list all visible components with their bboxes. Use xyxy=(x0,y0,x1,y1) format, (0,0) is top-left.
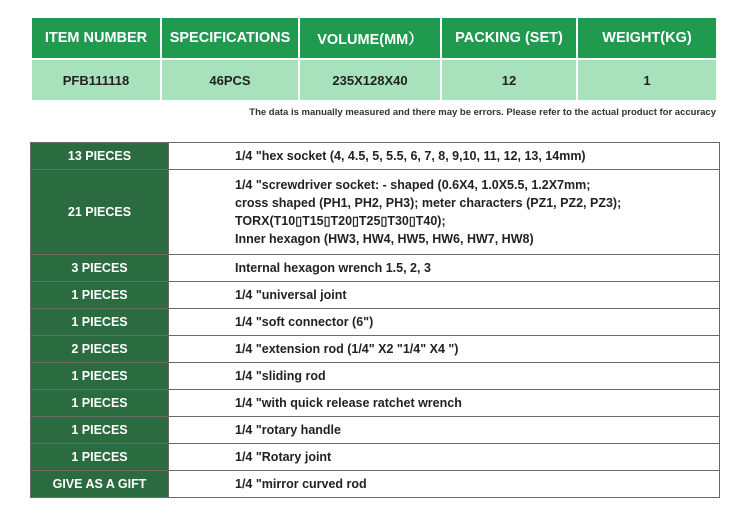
spec-table xyxy=(30,16,718,102)
description-cell xyxy=(169,309,720,336)
description-line: cross shaped (PH1, PH2, PH3); meter characters (PZ1, PZ2, PZ3); xyxy=(235,196,622,210)
header-specifications: SPECIFICATIONS xyxy=(162,18,298,58)
quantity-cell: GIVE AS A GIFT xyxy=(31,471,169,498)
description-cell xyxy=(169,336,720,363)
value-weight: 1 xyxy=(578,60,716,100)
quantity-cell: 1 PIECES xyxy=(31,417,169,444)
quantity-cell: 1 PIECES xyxy=(31,309,169,336)
quantity-cell: 2 PIECES xyxy=(31,336,169,363)
value-item-number: PFB111118 xyxy=(32,60,160,100)
header-packing: PACKING (SET) xyxy=(442,18,576,58)
description-line: Inner hexagon (HW3, HW4, HW5, HW6, HW7, HW8) xyxy=(235,232,534,246)
quantity-cell: 1 PIECES xyxy=(31,390,169,417)
description-line: 1/4 "mirror curved rod xyxy=(235,477,367,491)
header-weight: WEIGHT(KG) xyxy=(578,18,716,58)
contents-row xyxy=(31,390,720,417)
quantity-cell: 13 PIECES xyxy=(31,143,169,170)
contents-row xyxy=(31,336,720,363)
contents-body xyxy=(31,143,720,498)
header-volume: VOLUME(MM） xyxy=(300,18,440,58)
description-cell xyxy=(169,143,720,170)
description-line: Internal hexagon wrench 1.5, 2, 3 xyxy=(235,261,431,275)
quantity-cell: 1 PIECES xyxy=(31,363,169,390)
description-line: 1/4 "hex socket (4, 4.5, 5, 5.5, 6, 7, 8, 9,10, 11, 12, 13, 14mm) xyxy=(235,149,586,163)
quantity-cell: 21 PIECES xyxy=(31,170,169,255)
description-line: 1/4 "extension rod (1/4" X2 "1/4" X4 ") xyxy=(235,342,459,356)
value-specifications: 46PCS xyxy=(162,60,298,100)
value-volume: 235X128X40 xyxy=(300,60,440,100)
description-cell xyxy=(169,471,720,498)
description-cell xyxy=(169,390,720,417)
contents-row xyxy=(31,444,720,471)
spec-value-row xyxy=(32,60,716,100)
description-line: 1/4 "screwdriver socket: - shaped (0.6X4, 1.0X5.5, 1.2X7mm; xyxy=(235,178,591,192)
contents-table xyxy=(30,142,720,498)
description-line: 1/4 "soft connector (6") xyxy=(235,315,374,329)
contents-row xyxy=(31,363,720,390)
description-line: 1/4 "Rotary joint xyxy=(235,450,332,464)
description-line: 1/4 "sliding rod xyxy=(235,369,326,383)
quantity-cell: 1 PIECES xyxy=(31,282,169,309)
description-cell xyxy=(169,444,720,471)
contents-row xyxy=(31,170,720,255)
contents-row xyxy=(31,282,720,309)
contents-row xyxy=(31,143,720,170)
header-item-number: ITEM NUMBER xyxy=(32,18,160,58)
description-cell xyxy=(169,255,720,282)
contents-row xyxy=(31,255,720,282)
quantity-cell: 1 PIECES xyxy=(31,444,169,471)
spec-header-row xyxy=(32,18,716,58)
contents-row xyxy=(31,471,720,498)
description-line: 1/4 "rotary handle xyxy=(235,423,341,437)
description-cell xyxy=(169,170,720,255)
quantity-cell: 3 PIECES xyxy=(31,255,169,282)
description-line: 1/4 "with quick release ratchet wrench xyxy=(235,396,462,410)
contents-row xyxy=(31,309,720,336)
description-cell xyxy=(169,417,720,444)
description-line: 1/4 "universal joint xyxy=(235,288,347,302)
description-cell xyxy=(169,363,720,390)
value-packing: 12 xyxy=(442,60,576,100)
contents-row xyxy=(31,417,720,444)
disclaimer-note: The data is manually measured and there may be errors. Please refer to the actual product for accuracy xyxy=(249,107,716,118)
description-line: TORX(T10▯T15▯T20▯T25▯T30▯T40); xyxy=(235,214,446,228)
description-cell xyxy=(169,282,720,309)
